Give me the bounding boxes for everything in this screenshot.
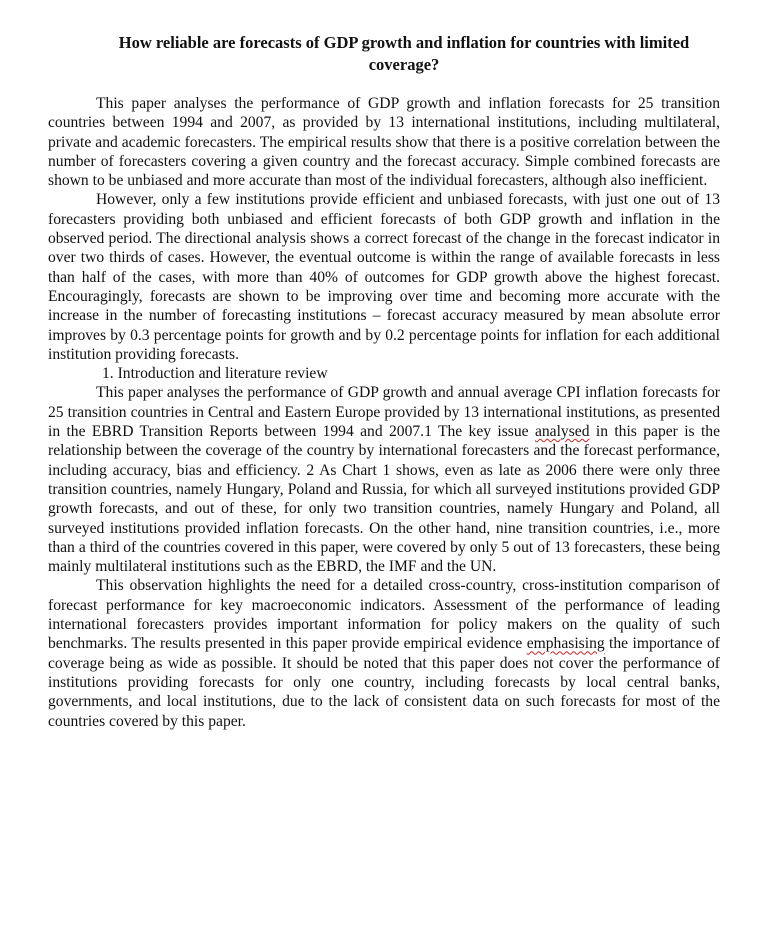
abstract-paragraph-1: This paper analyses the performance of GDP growth and inflation forecasts for 25 transition countries between 1994 and 2007, as provided by 13 international institutions, including multilateral, private and academic forecasters. The empirical results show that there is a positive correlation between the number of forecasters covering a given country and the forecast accuracy. Simple combined forecasts are shown to be unbiased and more accurate than most of the individual forecasters, although also inefficient. xyxy=(48,95,720,190)
intro-paragraph-2-text-b: the importance of coverage being as wide as possible. It should be noted that this paper does not cover the performance of institutions providing forecasts for only one country, including forecasts by local central banks, governments, and local institutions, due to the lack of consistent data on such forecasts for most of the countries covered by this paper. xyxy=(48,635,720,730)
intro-paragraph-1-text-b: in this paper is the relationship between the coverage of the country by international forecasters and the forecast performance, including accuracy, bias and efficiency. 2 As Chart 1 shows, even as late as 2006 there were only three transition countries, namely Hungary, Poland and Russia, for which all surveyed institutions provided GDP growth forecasts, and out of these, for only two transition countries, namely Hungary and Poland, all surveyed institutions provided inflation forecasts. On the other hand, nine transition countries, i.e., more than a third of the countries covered in this paper, were covered by only 5 out of 13 forecasters, these being mainly multilateral institutions such as the EBRD, the IMF and the UN. xyxy=(48,423,721,576)
section-heading-introduction: 1. Introduction and literature review xyxy=(102,365,328,383)
intro-paragraph-2 xyxy=(48,576,720,730)
document-page[interactable] xyxy=(48,32,720,731)
document-title: How reliable are forecasts of GDP growth and inflation for countries with limited coverage? xyxy=(118,33,690,74)
intro-paragraph-2-text-a: This observation highlights the need for a detailed cross-country, cross-institution comparison of forecast performance for key macroeconomic indicators. Assessment of the performance of leading international forecasters provides important information for policy makers on the quality of such benchmarks. The results presented in this paper provide empirical evidence xyxy=(48,577,720,653)
spellcheck-flagged-word[interactable]: emphasising xyxy=(526,635,605,653)
intro-paragraph-1-text-a: This paper analyses the performance of GDP growth and annual average CPI inflation forecasts for 25 transition countries in Central and Eastern Europe provided by 13 international institutions, as presented in the EBRD Transition Reports between 1994 and 2007.1 The key issue xyxy=(48,384,720,441)
intro-paragraph-1 xyxy=(48,383,720,576)
spellcheck-flagged-word[interactable]: analysed xyxy=(534,423,590,441)
abstract-paragraph-2: However, only a few institutions provide efficient and unbiased forecasts, with just one out of 13 forecasters providing both unbiased and efficient forecasts of both GDP growth and inflation in the observed period. The directional analysis shows a correct forecast of the change in the forecast indicator in over two thirds of cases. However, the eventual outcome is within the range of available forecasts in less than half of the cases, with more than 40% of outcomes for GDP growth above the highest forecast. Encouragingly, forecasts are shown to be improving over time and becoming more accurate with the increase in the number of forecasting institutions – forecast accuracy measured by mean absolute error improves by 0.3 percentage points for growth and by 0.2 percentage points for inflation for each additional institution providing forecasts. xyxy=(48,191,720,363)
